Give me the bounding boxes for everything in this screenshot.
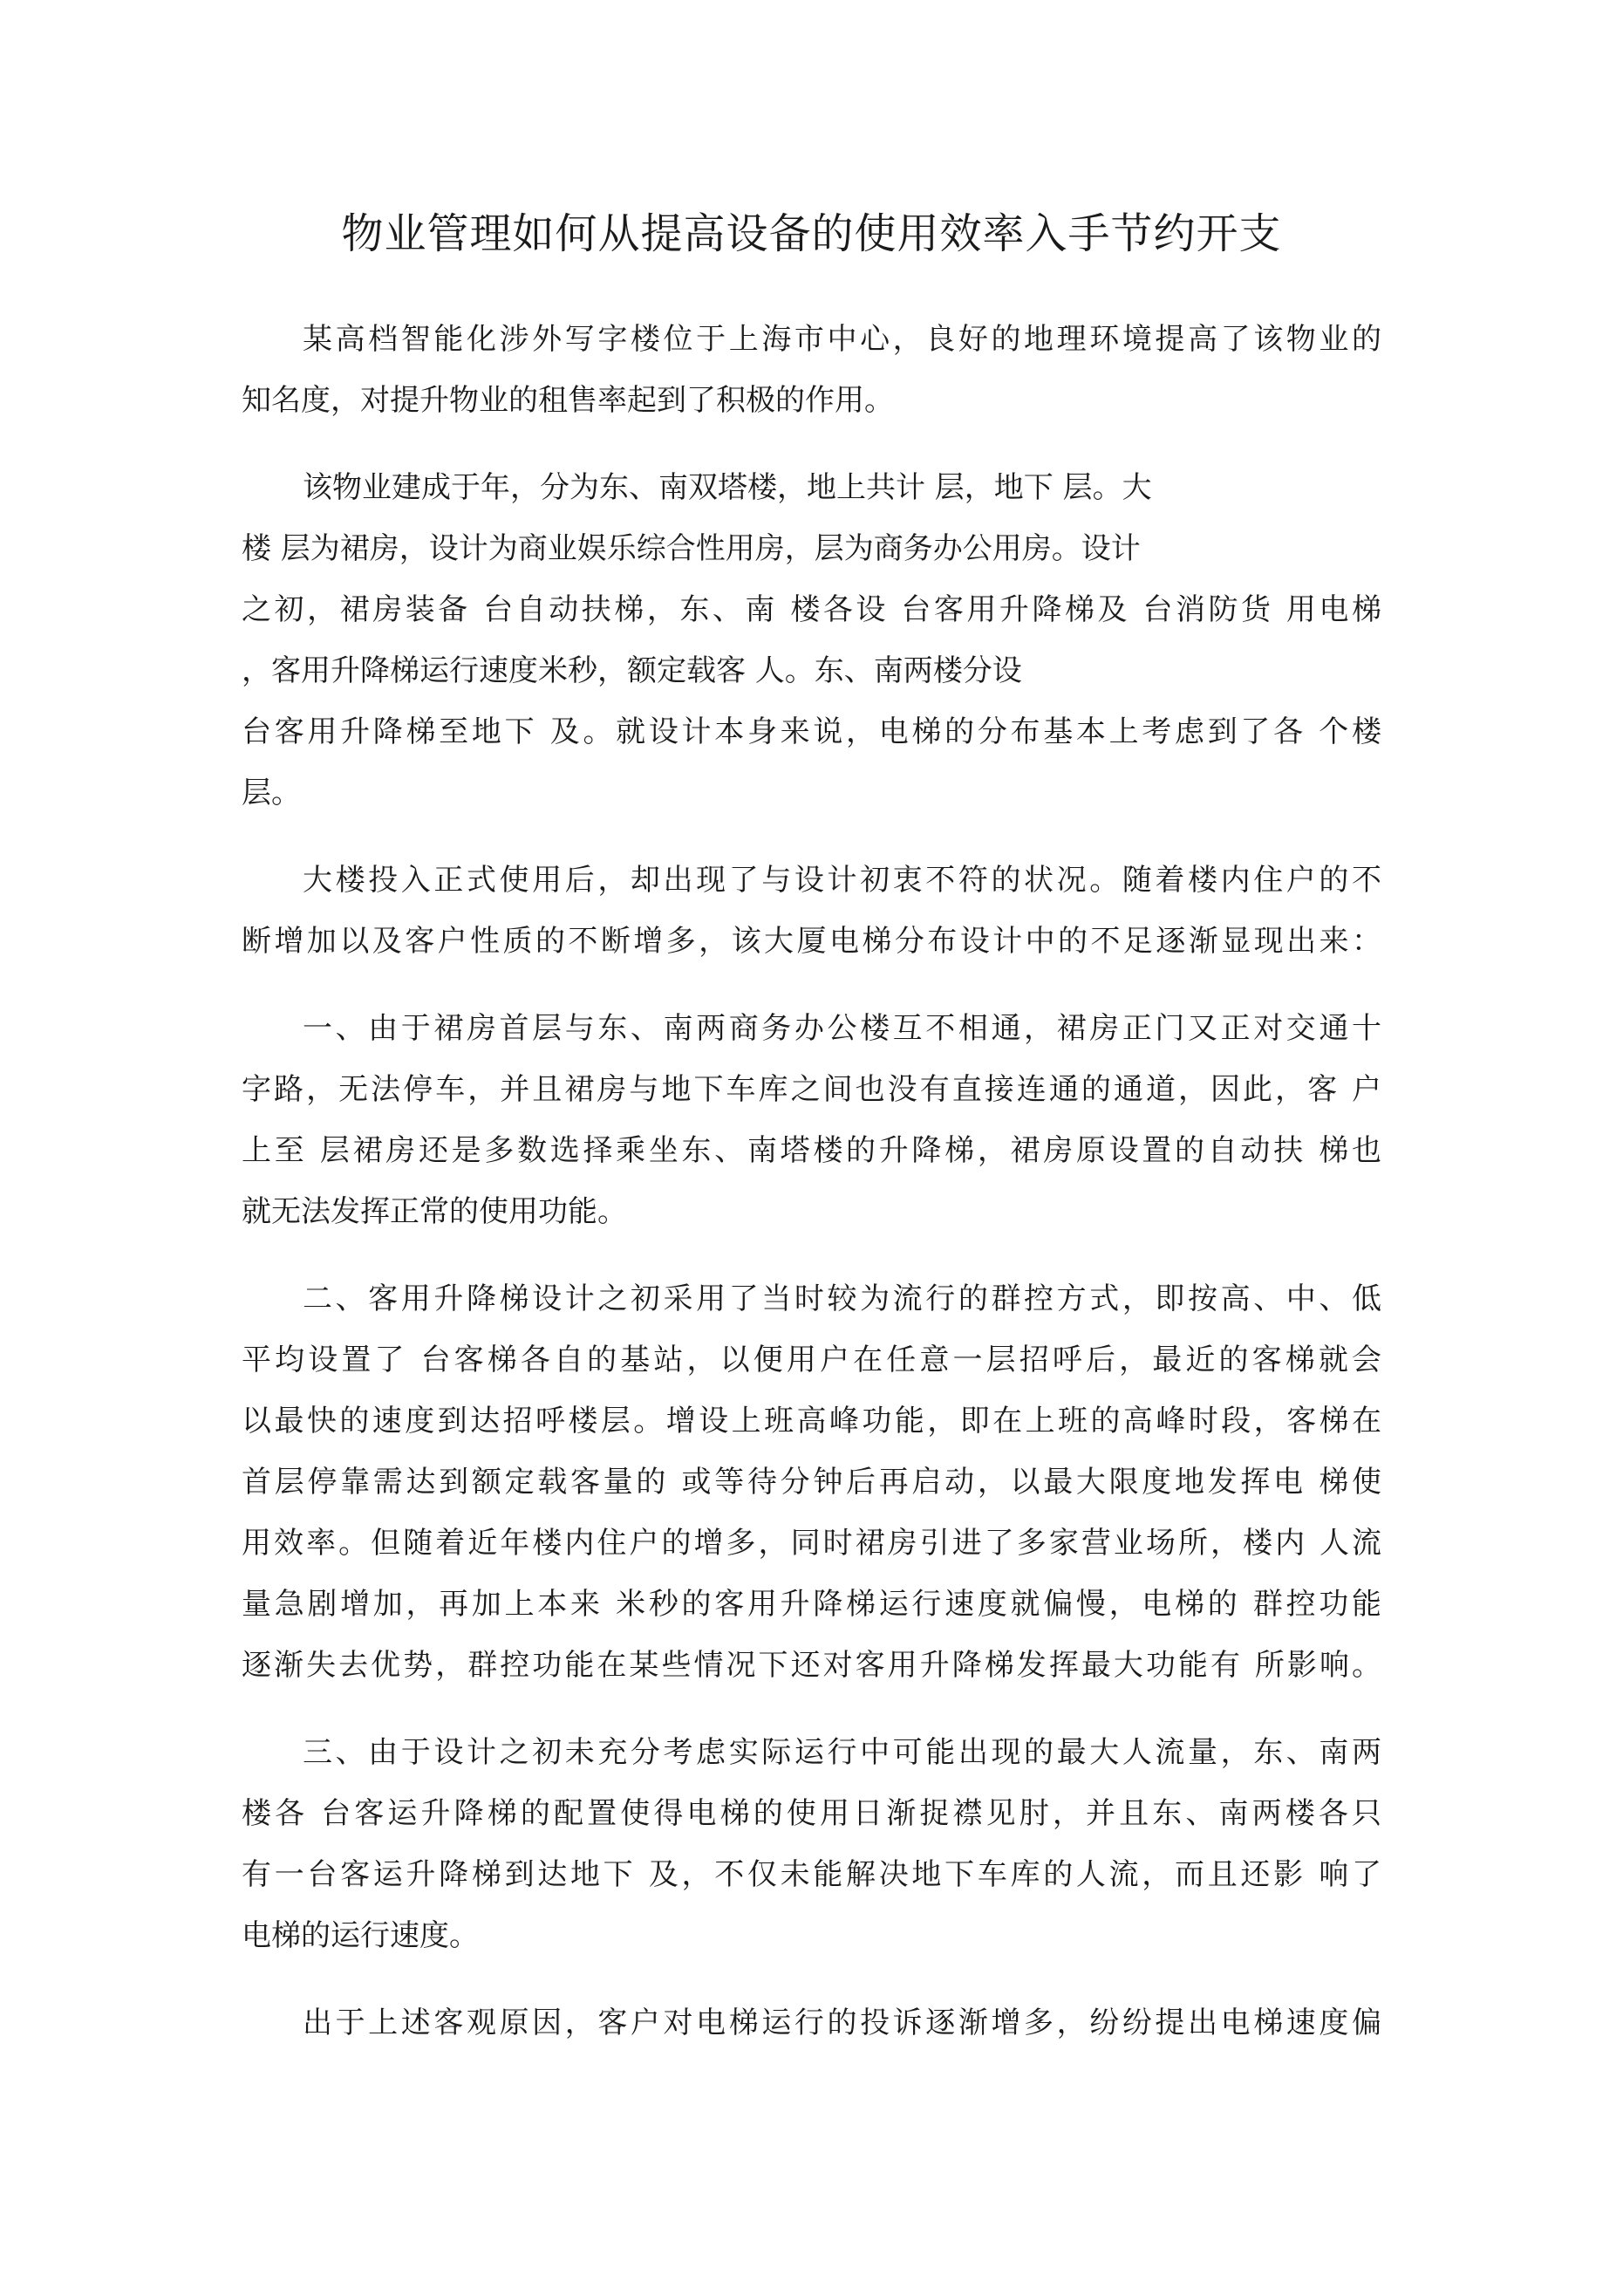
text-line: 之初，裙房装备 台自动扶梯，东、南 楼各设 台客用升降梯及 台消防货 用电梯 [242,592,1381,627]
text-line: 该物业建成于年，分为东、南双塔楼，地上共计 层，地下 层。大 [303,470,1152,505]
text-line: 量急剧增加，再加上本来 米秒的客用升降梯运行速度就偏慢，电梯的 群控功能 [242,1587,1381,1622]
text-line: 二、客用升降梯设计之初采用了当时较为流行的群控方式，即按高、中、低 [303,1281,1381,1316]
document-title: 物业管理如何从提高设备的使用效率入手节约开支 [341,209,1282,258]
text-line: 断增加以及客户性质的不断增多，该大厦电梯分布设计中的不足逐渐显现出来： [242,924,1381,959]
text-line: 有一台客运升降梯到达地下 及，不仅未能解决地下车库的人流，而且还影 响了 [242,1857,1381,1892]
text-line: 楼各 台客运升降梯的配置使得电梯的使用日渐捉襟见肘，并且东、南两楼各只 [242,1796,1381,1831]
text-line: ，客用升降梯运行速度米秒，额定载客 人。东、南两楼分设 [242,653,1022,688]
text-line: 层。 [242,776,301,810]
text-line: 字路，无法停车，并且裙房与地下车库之间也没有直接连通的通道，因此，客 户 [242,1072,1381,1107]
text-line: 知名度，对提升物业的租售率起到了积极的作用。 [242,383,894,418]
text-line: 三、由于设计之初未充分考虑实际运行中可能出现的最大人流量，东、南两 [303,1735,1381,1770]
text-line: 逐渐失去优势，群控功能在某些情况下还对客用升降梯发挥最大功能有 所影响。 [242,1648,1381,1683]
text-line: 某高档智能化涉外写字楼位于上海市中心，良好的地理环境提高了该物业的 [303,322,1381,357]
text-line: 上至 层裙房还是多数选择乘坐东、南塔楼的升降梯，裙房原设置的自动扶 梯也 [242,1133,1381,1168]
text-line: 平均设置了 台客梯各自的基站，以便用户在任意一层招呼后，最近的客梯就会 [242,1343,1381,1377]
text-line: 一、由于裙房首层与东、南两商务办公楼互不相通，裙房正门又正对交通十 [303,1011,1381,1046]
text-line: 台客用升降梯至地下 及。就设计本身来说，电梯的分布基本上考虑到了各 个楼 [242,714,1381,749]
text-line: 就无法发挥正常的使用功能。 [242,1194,627,1229]
text-line: 用效率。但随着近年楼内住户的增多，同时裙房引进了多家营业场所，楼内 人流 [242,1526,1381,1561]
text-line: 大楼投入正式使用后，却出现了与设计初衷不符的状况。随着楼内住户的不 [303,863,1381,898]
text-line: 电梯的运行速度。 [242,1918,479,1953]
text-line: 出于上述客观原因，客户对电梯运行的投诉逐渐增多，纷纷提出电梯速度偏 [303,2006,1381,2040]
text-line: 首层停靠需达到额定载客量的 或等待分钟后再启动，以最大限度地发挥电 梯使 [242,1465,1381,1500]
text-line: 以最快的速度到达招呼楼层。增设上班高峰功能，即在上班的高峰时段，客梯在 [242,1404,1381,1438]
text-line: 楼 层为裙房，设计为商业娱乐综合性用房，层为商务办公用房。设计 [242,531,1141,566]
